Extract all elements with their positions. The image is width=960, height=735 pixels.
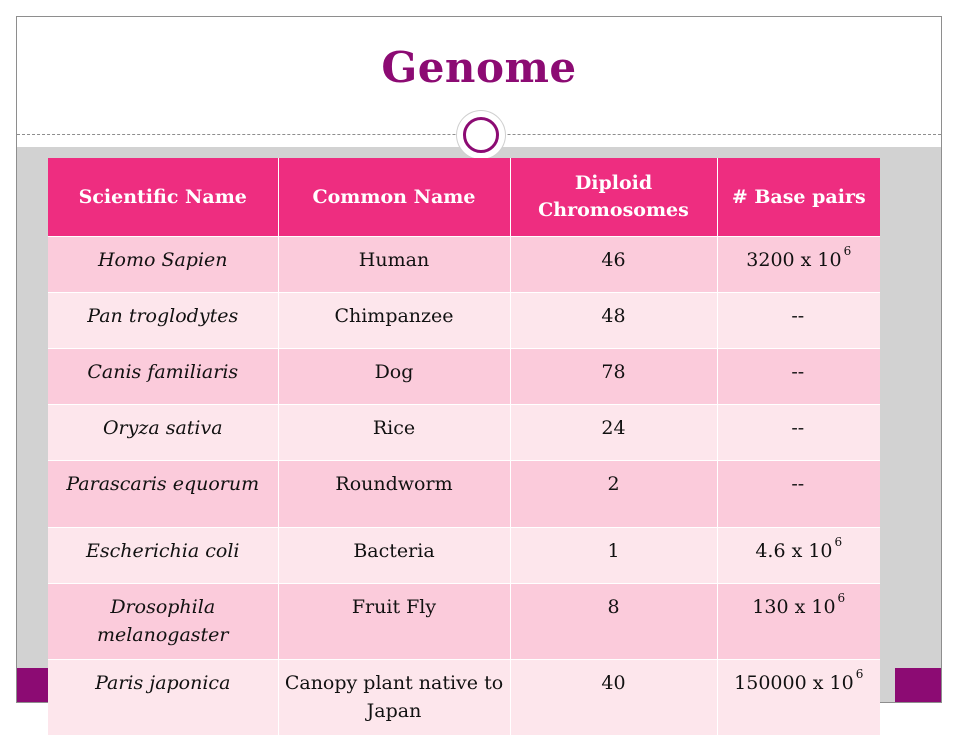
cell-diploid-chromosomes: 46 xyxy=(510,237,717,293)
cell-diploid-chromosomes: 24 xyxy=(510,405,717,461)
genome-table xyxy=(48,158,880,735)
cell-diploid-chromosomes: 40 xyxy=(510,660,717,735)
header-scientific-name: Scientific Name xyxy=(48,158,278,237)
cell-base-pairs xyxy=(717,349,880,405)
cell-scientific-name: Drosophila melanogaster xyxy=(48,584,278,660)
header-diploid-chromosomes: Diploid Chromosomes xyxy=(510,158,717,237)
cell-common-name: Canopy plant native to Japan xyxy=(278,660,510,735)
table-row xyxy=(48,660,880,735)
table-row xyxy=(48,461,880,528)
table-row xyxy=(48,349,880,405)
cell-base-pairs xyxy=(717,660,880,735)
cell-base-pairs xyxy=(717,528,880,584)
base-pairs-value: -- xyxy=(791,361,805,383)
cell-diploid-chromosomes: 78 xyxy=(510,349,717,405)
cell-common-name: Fruit Fly xyxy=(278,584,510,660)
cell-scientific-name: Oryza sativa xyxy=(48,405,278,461)
cell-common-name: Bacteria xyxy=(278,528,510,584)
cell-base-pairs xyxy=(717,237,880,293)
base-pairs-value: 150000 x 10 xyxy=(734,672,854,695)
base-pairs-value: -- xyxy=(791,417,805,439)
table-row xyxy=(48,405,880,461)
cell-scientific-name: Paris japonica xyxy=(48,660,278,735)
base-pairs-exponent: 6 xyxy=(843,244,852,258)
table-row xyxy=(48,237,880,293)
bottom-right-accent-bar xyxy=(895,668,941,702)
cell-scientific-name: Escherichia coli xyxy=(48,528,278,584)
base-pairs-value: -- xyxy=(791,305,805,327)
ring-icon xyxy=(463,117,499,153)
cell-diploid-chromosomes: 8 xyxy=(510,584,717,660)
cell-diploid-chromosomes: 2 xyxy=(510,461,717,528)
cell-common-name: Roundworm xyxy=(278,461,510,528)
table-row xyxy=(48,293,880,349)
cell-base-pairs xyxy=(717,584,880,660)
cell-scientific-name: Pan troglodytes xyxy=(48,293,278,349)
cell-base-pairs xyxy=(717,405,880,461)
table-header-row xyxy=(48,158,880,237)
cell-diploid-chromosomes: 48 xyxy=(510,293,717,349)
table-row xyxy=(48,528,880,584)
cell-common-name: Rice xyxy=(278,405,510,461)
cell-common-name: Chimpanzee xyxy=(278,293,510,349)
base-pairs-exponent: 6 xyxy=(855,667,864,682)
circle-ornament-icon xyxy=(457,111,505,159)
cell-diploid-chromosomes: 1 xyxy=(510,528,717,584)
header-base-pairs: # Base pairs xyxy=(717,158,880,237)
base-pairs-value: 130 x 10 xyxy=(752,596,836,618)
cell-common-name: Human xyxy=(278,237,510,293)
base-pairs-exponent: 6 xyxy=(834,535,843,549)
cell-base-pairs xyxy=(717,461,880,528)
base-pairs-exponent: 6 xyxy=(837,591,846,605)
header-common-name: Common Name xyxy=(278,158,510,237)
cell-scientific-name: Parascaris equorum xyxy=(48,461,278,528)
cell-base-pairs xyxy=(717,293,880,349)
cell-scientific-name: Homo Sapien xyxy=(48,237,278,293)
base-pairs-value: 4.6 x 10 xyxy=(755,540,833,562)
cell-common-name: Dog xyxy=(278,349,510,405)
table-row xyxy=(48,584,880,660)
cell-scientific-name: Canis familiaris xyxy=(48,349,278,405)
base-pairs-value: 3200 x 10 xyxy=(746,249,842,271)
slide-title: Genome xyxy=(381,43,577,92)
base-pairs-value: -- xyxy=(791,473,805,495)
